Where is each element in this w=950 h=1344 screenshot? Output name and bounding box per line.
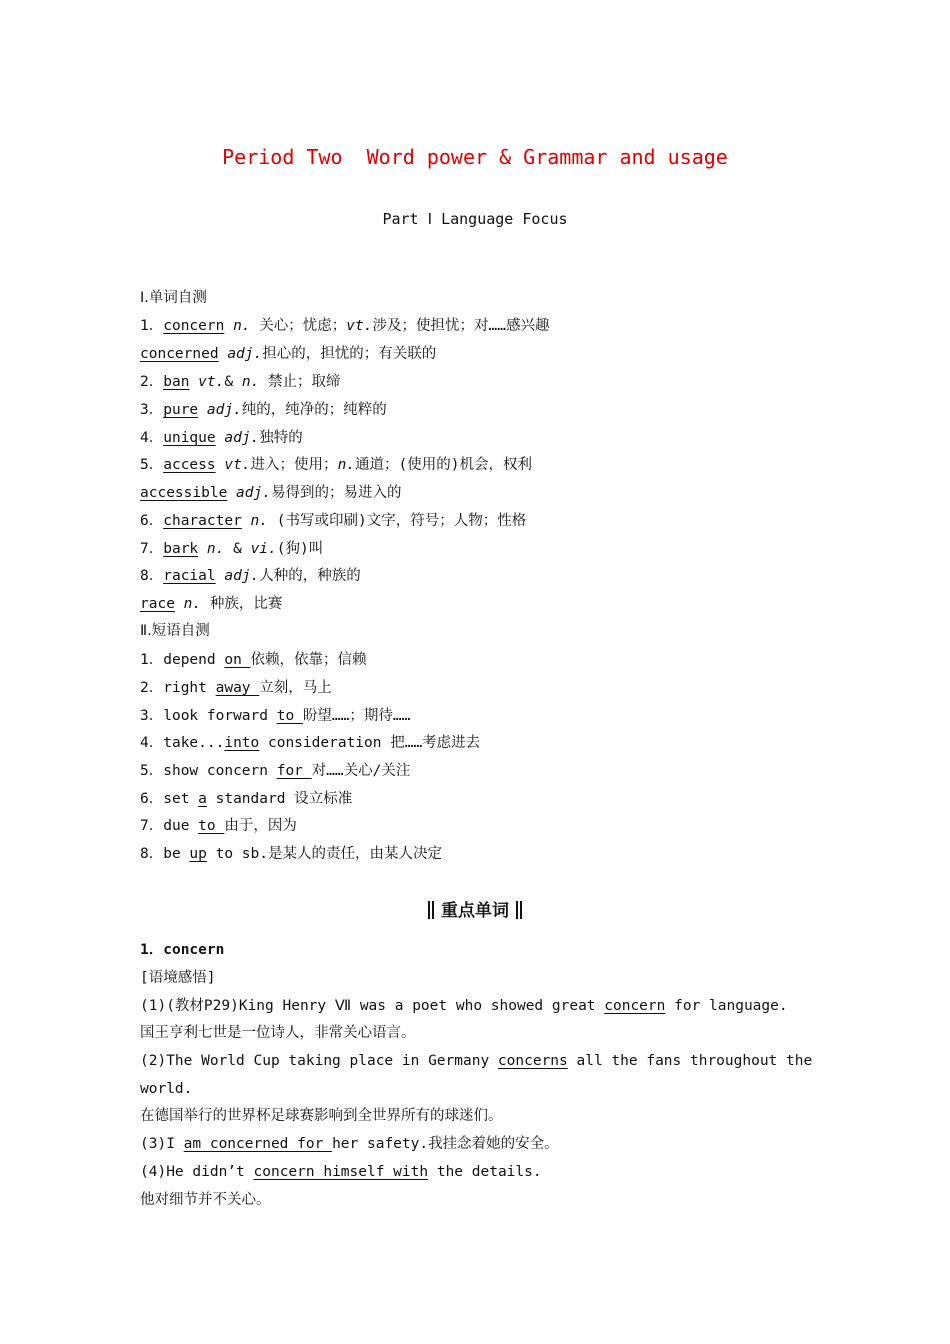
context-label: [语境感悟] <box>140 970 216 986</box>
example-4-translation: 他对细节并不关心。 <box>140 1192 271 1208</box>
phrase-item-2: 2．right away 立刻，马上 <box>140 680 332 696</box>
phrase-item-5: 5．show concern for 对……关心/关注 <box>140 763 411 779</box>
example-2: (2)The World Cup taking place in Germany concerns all the fans throughout the <box>140 1053 813 1069</box>
vocab-item-8: 8．racial adj.人种的，种族的 <box>140 568 361 584</box>
vocab-item-6: 6．character n. (书写或印刷)文字，符号；人物；性格 <box>140 513 527 529</box>
vocab-item-5b: accessible adj.易得到的；易进入的 <box>140 485 402 501</box>
phrase-item-8: 8．be up to sb.是某人的责任，由某人决定 <box>140 846 442 862</box>
phrase-item-1: 1．depend on 依赖，依靠；信赖 <box>140 652 367 668</box>
phrase-item-6: 6．set a standard 设立标准 <box>140 791 353 807</box>
vocab-item-8b: race n. 种族，比赛 <box>140 596 283 612</box>
example-1-translation: 国王亨利七世是一位诗人，非常关心语言。 <box>140 1025 416 1041</box>
example-2-continued: world. <box>140 1081 193 1097</box>
part-heading: Part Ⅰ Language Focus <box>382 210 568 228</box>
vocab-item-7: 7．bark n. & vi.(狗)叫 <box>140 541 324 557</box>
vocab-item-1: 1．concern n. 关心；忧虑；vt.涉及；使担忧；对……感兴趣 <box>140 318 550 334</box>
phrase-item-7: 7．due to 由于，因为 <box>140 818 297 834</box>
example-2-translation: 在德国举行的世界杯足球赛影响到全世界所有的球迷们。 <box>140 1108 503 1124</box>
vocab-item-2: 2．ban vt.& n. 禁止；取缔 <box>140 374 341 390</box>
phrase-item-4: 4．take...into consideration 把……考虑进去 <box>140 735 481 751</box>
vocab-item-1b: concerned adj.担心的，担忧的；有关联的 <box>140 346 437 362</box>
section-vocab-heading: Ⅰ.单词自测 <box>140 290 207 306</box>
example-3: (3)I am concerned for her safety.我挂念着她的安全。 <box>140 1136 559 1152</box>
vocab-item-4: 4．unique adj.独特的 <box>140 430 303 446</box>
keyword-title: 1．concern <box>140 942 225 958</box>
section-phrase-heading: Ⅱ.短语自测 <box>140 623 210 639</box>
example-1: (1)(教材P29)King Henry Ⅶ was a poet who showed great concern for language. <box>140 998 788 1014</box>
page-title: Period Two Word power & Grammar and usage <box>222 145 728 169</box>
example-4: (4)He didn’t concern himself with the details. <box>140 1164 542 1180</box>
vocab-item-3: 3．pure adj.纯的，纯净的；纯粹的 <box>140 402 387 418</box>
phrase-item-3: 3．look forward to 盼望……；期待…… <box>140 708 411 724</box>
vocab-item-5: 5．access vt.进入；使用；n.通道；(使用的)机会，权利 <box>140 457 532 473</box>
key-words-heading: 重点单词 <box>0 896 950 921</box>
